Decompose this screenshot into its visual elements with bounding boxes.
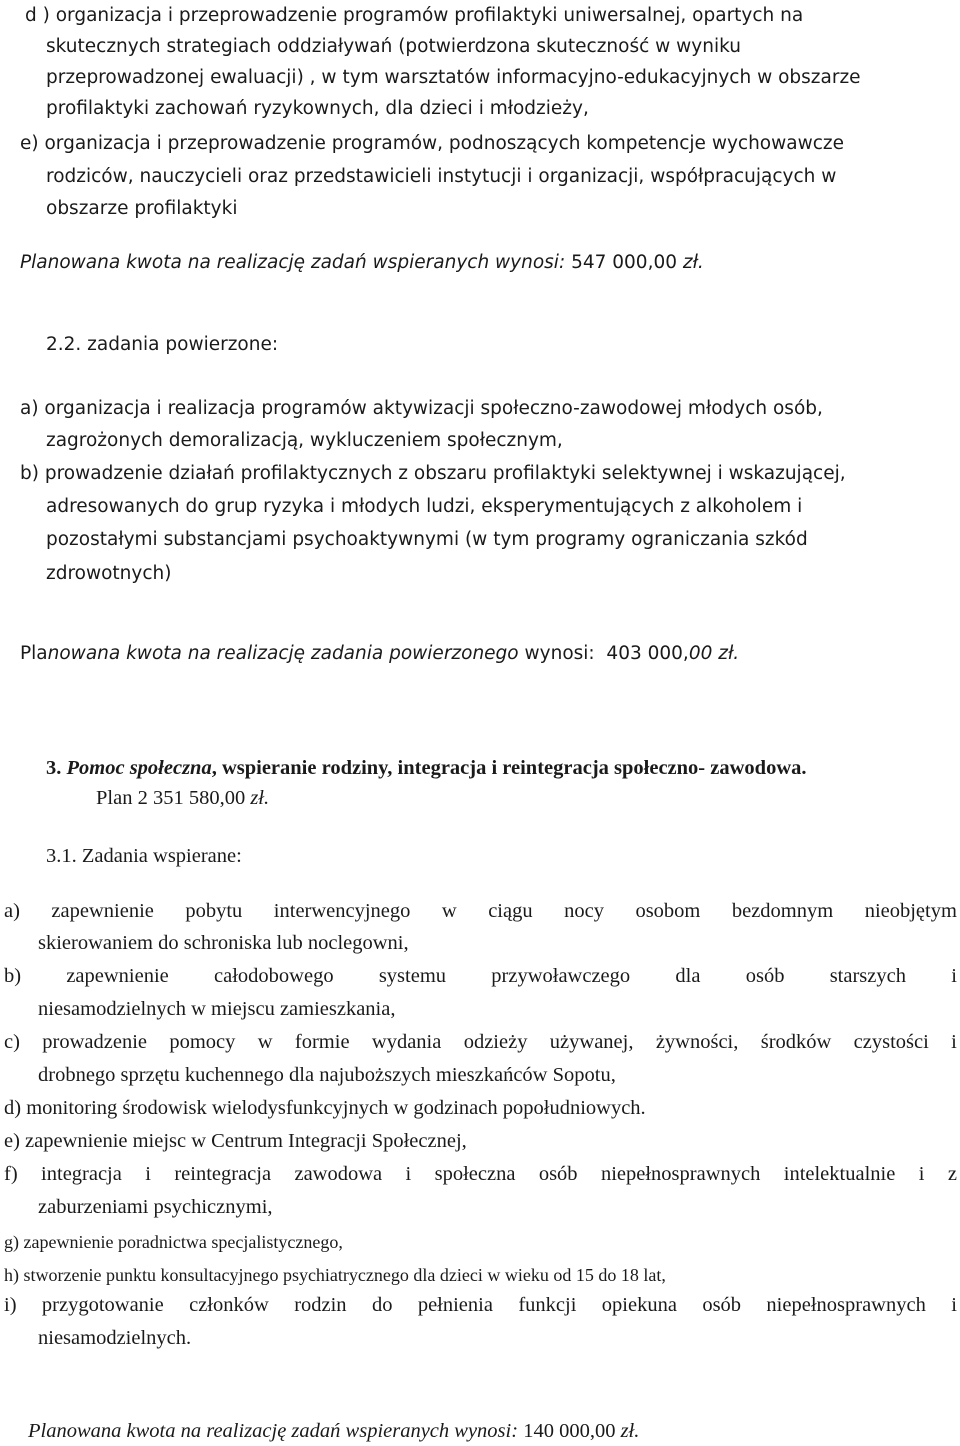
word: b) — [4, 965, 22, 987]
planned-wynosi: wynosi: — [524, 643, 595, 664]
word: formie — [294, 1031, 350, 1053]
word: integracja — [41, 1163, 122, 1185]
subsection-3-1-heading: 3.1. Zadania wspierane: — [46, 845, 242, 867]
word: osób — [538, 1163, 578, 1185]
word: czystości — [853, 1031, 929, 1053]
word: dla — [675, 965, 701, 987]
item-3h: h) stworzenie punktu konsultacyjnego psychiatrycznego dla dzieci w wieku od 15 do 18 lat, — [4, 1265, 666, 1285]
word: f) — [4, 1163, 18, 1185]
word: bezdomnym — [731, 900, 834, 922]
planned-cents: 00 zł. — [688, 643, 740, 664]
item-a-line-1: a) organizacja i realizacja programów aktywizacji społeczno-zawodowej młodych osób, — [20, 398, 823, 419]
word: pomocy — [169, 1031, 236, 1053]
word: intelektualnie — [783, 1163, 896, 1185]
planned-prefix: Pla — [20, 643, 48, 664]
word: opiekuna — [601, 1294, 677, 1316]
planned-amount-supported-3 — [28, 1418, 639, 1444]
word: nieobjętym — [864, 900, 957, 922]
planned-currency: zł. — [620, 1420, 640, 1442]
item-d-line-4: profilaktyki zachowań ryzykownych, dla dzieci i młodzieży, — [46, 98, 589, 119]
subsection-2-2-heading: 2.2. zadania powierzone: — [46, 334, 279, 355]
item-e-line-2: rodziców, nauczycieli oraz przedstawicieli instytucji i organizacji, współpracujących w — [46, 166, 837, 187]
word: a) — [4, 900, 20, 922]
plan-currency: zł. — [250, 787, 270, 809]
planned-amount-supported-2 — [20, 250, 704, 276]
word: w — [441, 900, 457, 922]
planned-label: Planowana kwota na realizację zadań wspieranych wynosi: — [28, 1420, 519, 1442]
word: żywności, — [655, 1031, 739, 1053]
word: niepełnosprawnych — [600, 1163, 761, 1185]
item-3b-line-2: niesamodzielnych w miejscu zamieszkania, — [38, 998, 396, 1020]
word: i — [145, 1163, 151, 1185]
word: i — [405, 1163, 412, 1185]
item-d-line-2: skutecznych strategiach oddziaływań (potwierdzona skuteczność w wyniku — [46, 36, 741, 57]
planned-amount: 140 000,00 — [523, 1420, 616, 1442]
word: całodobowego — [214, 965, 334, 987]
word: i) — [4, 1294, 17, 1316]
section-number: 3. — [46, 757, 62, 779]
plan-label: Plan 2 351 580,00 — [96, 787, 246, 809]
word: niepełnosprawnych — [766, 1294, 926, 1316]
section-3-plan — [96, 785, 269, 811]
word: rodzin — [294, 1294, 347, 1316]
word: zapewnienie — [66, 965, 169, 987]
item-d-line-1: d ) organizacja i przeprowadzenie programów profilaktyki uniwersalnej, opartych na — [25, 5, 804, 26]
planned-label: nowana kwota na realizację zadania powierzonego — [47, 643, 519, 664]
section-3-heading — [46, 755, 807, 781]
section-title-italic: Pomoc społeczna — [66, 757, 212, 779]
item-3e: e) zapewnienie miejsc w Centrum Integracji Społecznej, — [4, 1130, 467, 1152]
item-3i-line-2: niesamodzielnych. — [38, 1327, 192, 1349]
word: wydania — [371, 1031, 442, 1053]
word: interwencyjnego — [273, 900, 411, 922]
item-e-line-3: obszarze profilaktyki — [46, 198, 238, 219]
word: odzieży — [463, 1031, 528, 1053]
item-a-line-2: zagrożonych demoralizacją, wykluczeniem społecznym, — [46, 430, 563, 451]
word: i — [951, 1294, 957, 1316]
item-3f-line-1 — [4, 1161, 957, 1187]
word: i — [951, 1031, 957, 1053]
word: starszych — [829, 965, 906, 987]
word: ciągu — [488, 900, 533, 922]
item-b-line-1: b) prowadzenie działań profilaktycznych z obszaru profilaktyki selektywnej i wskazującej, — [20, 463, 846, 484]
item-d-line-3: przeprowadzonej ewaluacji) , w tym warsztatów informacyjno-edukacyjnych w obszarze — [46, 67, 861, 88]
word: osób — [745, 965, 785, 987]
item-3f-line-2: zaburzeniami psychicznymi, — [38, 1196, 273, 1218]
word: społeczna — [434, 1163, 516, 1185]
planned-amount: 547 000,00 — [571, 252, 678, 273]
planned-amount: 403 000, — [606, 643, 689, 664]
item-3a-line-2: skierowaniem do schroniska lub noclegowni, — [38, 932, 409, 954]
word: przygotowanie — [41, 1294, 164, 1316]
item-3d: d) monitoring środowisk wielodysfunkcyjnych w godzinach popołudniowych. — [4, 1097, 646, 1119]
word: funkcji — [518, 1294, 577, 1316]
word: i — [918, 1163, 925, 1185]
word: do — [371, 1294, 393, 1316]
word: reintegracja — [174, 1163, 272, 1185]
item-b-line-2: adresowanych do grup ryzyka i młodych ludzi, eksperymentujących z alkoholem i — [46, 496, 803, 517]
word: zapewnienie — [51, 900, 154, 922]
item-3i-line-1 — [4, 1292, 957, 1318]
word: c) — [4, 1031, 20, 1053]
item-b-line-3: pozostałymi substancjami psychoaktywnymi (w tym programy ograniczania szkód — [46, 529, 808, 550]
word: osobom — [635, 900, 701, 922]
planned-amount-commissioned — [20, 641, 739, 667]
word: i — [951, 965, 957, 987]
word: systemu — [378, 965, 447, 987]
item-3b-line-1 — [4, 963, 957, 989]
word: osób — [702, 1294, 742, 1316]
word: w — [257, 1031, 273, 1053]
word: nocy — [564, 900, 604, 922]
word: przywoławczego — [491, 965, 631, 987]
item-3c-line-2: drobnego sprzętu kuchennego dla najuboższych mieszkańców Sopotu, — [38, 1064, 616, 1086]
word: pobytu — [185, 900, 243, 922]
word: środków — [760, 1031, 832, 1053]
item-3a-line-1 — [4, 898, 957, 924]
word: prowadzenie — [42, 1031, 148, 1053]
word: z — [947, 1163, 957, 1185]
item-3g: g) zapewnienie poradnictwa specjalistycznego, — [4, 1232, 343, 1252]
word: członków — [189, 1294, 269, 1316]
word: zawodowa — [294, 1163, 383, 1185]
section-title-rest: , wspieranie rodziny, integracja i reintegracja społeczno- zawodowa. — [211, 757, 807, 779]
word: używanej, — [549, 1031, 634, 1053]
item-b-line-4: zdrowotnych) — [46, 563, 172, 584]
item-3c-line-1 — [4, 1029, 957, 1055]
planned-label: Planowana kwota na realizację zadań wspieranych wynosi: — [20, 252, 566, 273]
item-e-line-1: e) organizacja i przeprowadzenie programów, podnoszących kompetencje wychowawcze — [20, 133, 844, 154]
word: pełnienia — [417, 1294, 493, 1316]
planned-currency: zł. — [682, 252, 704, 273]
